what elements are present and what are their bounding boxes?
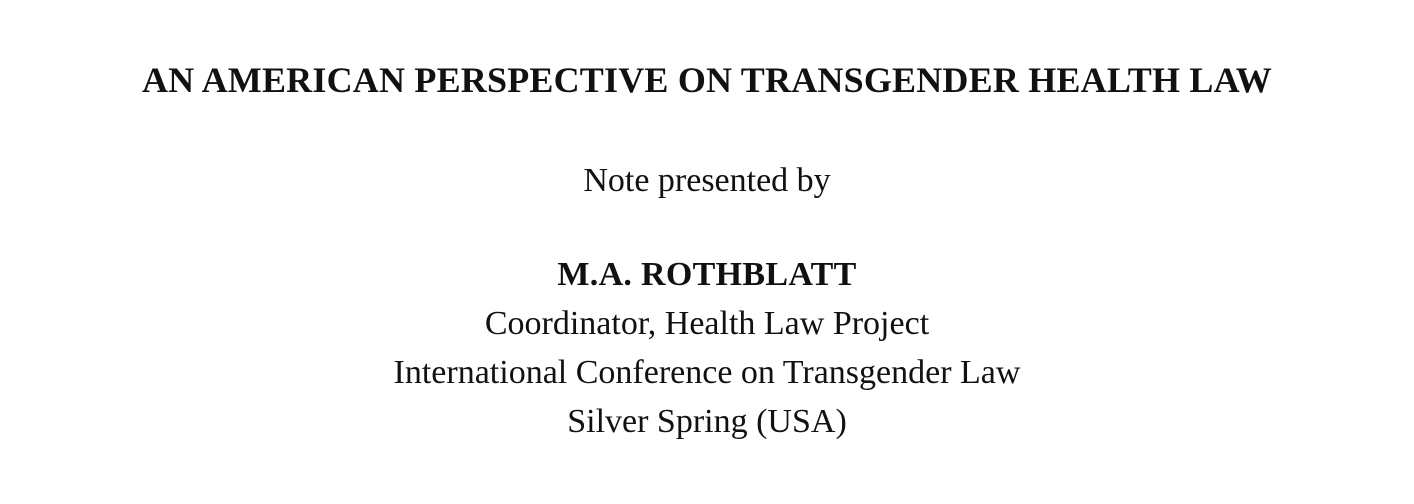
author-name: M.A. ROTHBLATT: [557, 256, 857, 293]
presented-by-line: Note presented by: [583, 162, 831, 199]
document-title: AN AMERICAN PERSPECTIVE ON TRANSGENDER HEALTH LAW: [141, 60, 1272, 100]
author-role: Coordinator, Health Law Project: [484, 305, 930, 342]
author-conference: International Conference on Transgender Law: [393, 354, 1021, 391]
author-location: Silver Spring (USA): [567, 403, 847, 440]
